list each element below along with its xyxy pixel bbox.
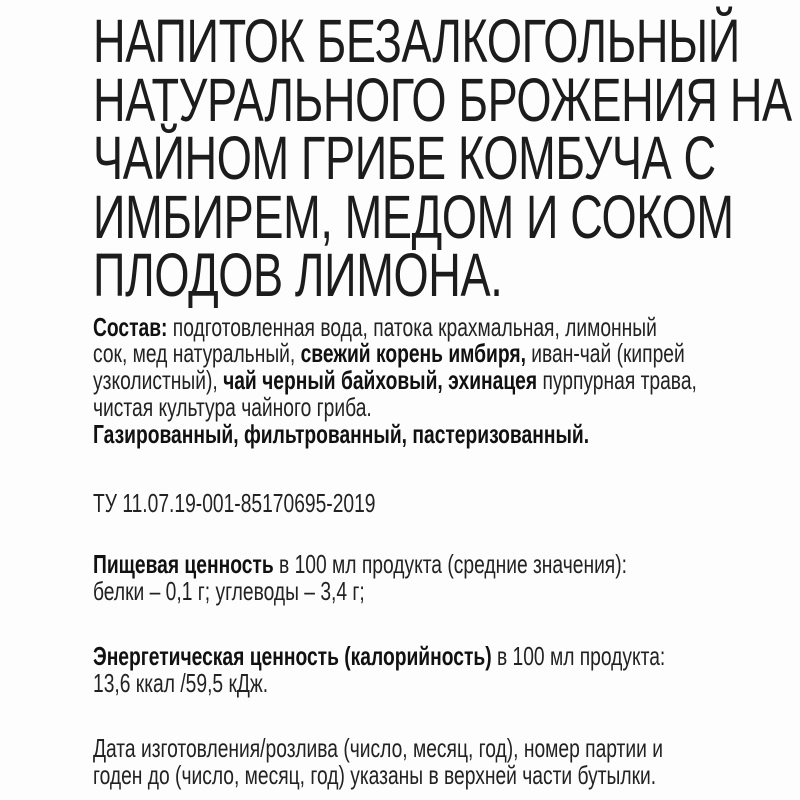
energy-values: 13,6 ккал /59,5 кДж. <box>93 668 269 698</box>
nutrition-label: Пищевая ценность <box>93 549 274 579</box>
composition-line <box>93 314 657 340</box>
product-title <box>93 7 792 309</box>
title-line: НАПИТОК БЕЗАЛКОГОЛЬНЫЙ <box>93 7 740 75</box>
composition-highlight: чай черный байховый, <box>223 365 443 395</box>
title-line: НАТУРАЛЬНОГО БРОЖЕНИЯ НА <box>93 65 792 134</box>
processing-note <box>93 421 589 447</box>
nutrition-rest: в 100 мл продукта (средние значения): <box>273 549 627 579</box>
composition-highlight: свежий корень имбиря, <box>300 338 526 368</box>
title-line: ИМБИРЕМ, МЕДОМ И СОКОМ <box>93 182 734 251</box>
composition-text: узколистный), <box>93 365 224 395</box>
nutrition-values: белки – 0,1 г; углеводы – 3,4 г; <box>93 576 365 606</box>
composition-text: подготовленная вода, патока крахмальная, лимонный <box>167 312 657 342</box>
energy-label: Энергетическая ценность (калорийность) <box>93 641 492 671</box>
dates-line: годен до (число, месяц, год) указаны в верхней части бутылки. <box>93 760 657 790</box>
composition-text: сок, мед натуральный, <box>93 338 301 368</box>
composition-text: иван-чай (кипрей <box>525 338 685 368</box>
dates-line: Дата изготовления/розлива (число, месяц, год), номер партии и <box>93 733 663 763</box>
composition-line <box>93 340 685 366</box>
composition-highlight: эхинацея <box>448 365 538 395</box>
energy-rest: в 100 мл продукта: <box>491 641 666 671</box>
energy-heading <box>93 643 665 669</box>
title-line: ПЛОДОВ ЛИМОНА. <box>93 241 503 309</box>
tu-code: ТУ 11.07.19-001-85170695-2019 <box>93 488 376 518</box>
composition-line: чистая культура чайного гриба. <box>93 392 372 422</box>
composition-line <box>93 367 697 393</box>
composition-text: пурпурная трава, <box>537 365 697 395</box>
title-line: ЧАЙНОМ ГРИБЕ КОМБУЧА С <box>93 124 716 192</box>
nutrition-heading <box>93 551 627 577</box>
composition-label: Состав: <box>93 312 168 342</box>
processing-text: Газированный, фильтрованный, пастеризованный. <box>93 419 590 449</box>
